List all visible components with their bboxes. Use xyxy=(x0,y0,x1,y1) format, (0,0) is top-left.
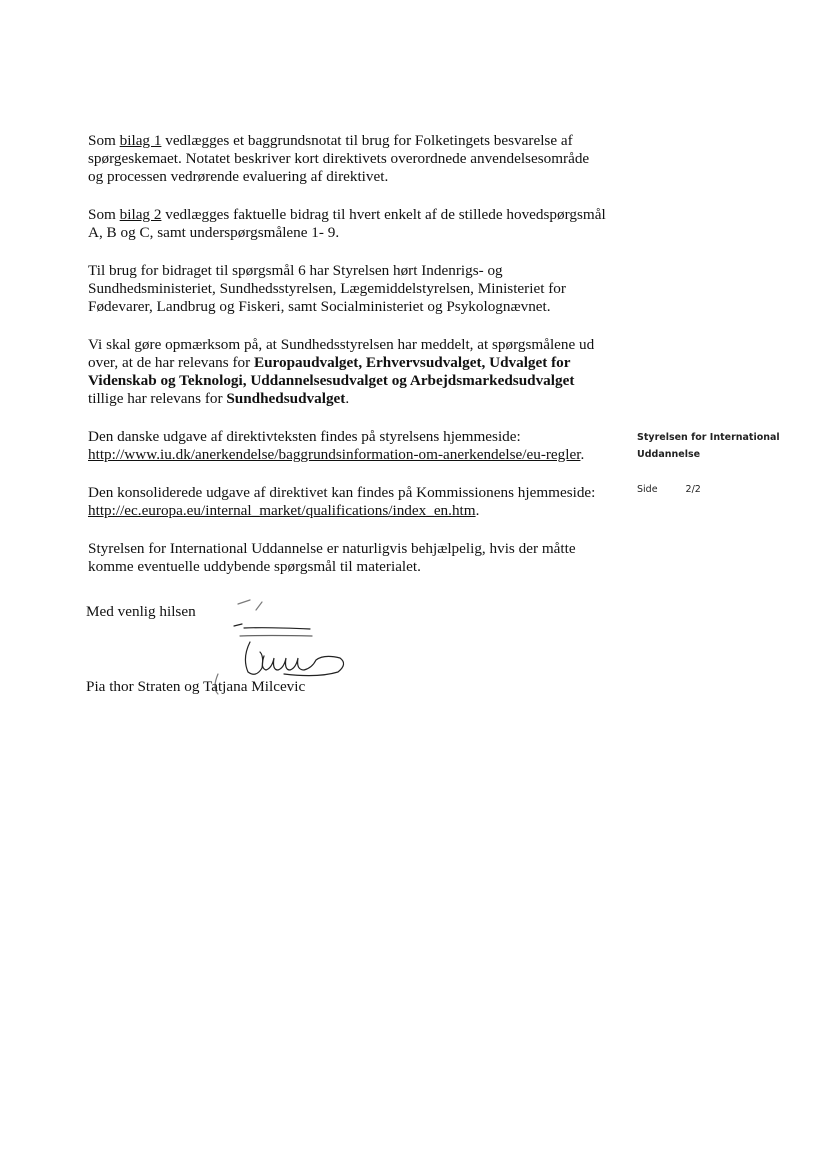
text: . xyxy=(345,390,350,407)
text: Vi skal gøre opmærksom på, at Sundhedsstyrelsen har meddelt, at spørgsmålene ud over, at de har relevans for xyxy=(88,336,595,371)
paragraph-attachment-1 xyxy=(88,132,608,186)
iu-website-link[interactable]: http://www.iu.dk/anerkendelse/baggrundsinformation-om-anerkendelse/eu-regler xyxy=(88,446,581,463)
signatories: Pia thor Straten og Tatjana Milcevic xyxy=(86,678,306,695)
page-indicator xyxy=(637,484,701,495)
paragraph-attachment-2 xyxy=(88,206,608,242)
sender-organization xyxy=(637,429,807,463)
text: vedlægges et baggrundsnotat til brug for Folketingets besvarelse af spørgeskemaet. Notatet beskriver kort direktivets overordnede anvendelsesområde og processen vedrørende evaluering af direktivet. xyxy=(88,132,590,185)
paragraph-consolidated-version xyxy=(88,484,608,520)
text: Som xyxy=(88,132,120,149)
letter-body xyxy=(88,132,608,596)
org-name-line-2: Uddannelse xyxy=(637,449,701,460)
page-number: 2/2 xyxy=(685,484,701,495)
attachment-2-link[interactable]: bilag 2 xyxy=(119,206,162,223)
committees-list: Europaudvalget, Erhvervsudvalget, Udvalget for Videnskab og Teknologi, Uddannelsesudvalget og Arbejdsmarkedsudvalget xyxy=(88,354,575,389)
text: . xyxy=(580,446,585,463)
page-label: Side xyxy=(637,484,658,495)
text: Som xyxy=(88,206,120,223)
text: Den konsoliderede udgave af direktivet kan findes på Kommissionens hjemmeside: xyxy=(88,484,596,501)
commission-website-link[interactable]: http://ec.europa.eu/internal_market/qualifications/index_en.htm xyxy=(88,502,476,519)
closing-greeting: Med venlig hilsen xyxy=(86,603,196,620)
text: . xyxy=(475,502,480,519)
paragraph-relevance xyxy=(88,336,608,408)
text: Den danske udgave af direktivteksten findes på styrelsens hjemmeside: xyxy=(88,428,521,445)
text: vedlægges faktuelle bidrag til hvert enkelt af de stillede hovedspørgsmål A, B og C, samt underspørgsmålene 1- 9. xyxy=(88,206,606,241)
org-name-line-1: Styrelsen for International xyxy=(637,432,780,443)
paragraph-help-offer: Styrelsen for International Uddannelse er naturligvis behjælpelig, hvis der måtte komme eventuelle uddybende spørgsmål til materialet. xyxy=(88,540,576,575)
text: tillige har relevans for xyxy=(88,390,227,407)
attachment-1-link[interactable]: bilag 1 xyxy=(119,132,162,149)
paragraph-danish-version xyxy=(88,428,608,464)
paragraph-consultation: Til brug for bidraget til spørgsmål 6 har Styrelsen hørt Indenrigs- og Sundhedsministeriet, Sundhedsstyrelsen, Lægemiddelstyrelsen, Ministeriet for Fødevarer, Landbrug og Fiskeri, samt Socialministeriet og Psykolognævnet. xyxy=(88,262,566,315)
health-committee: Sundhedsudvalget xyxy=(226,390,346,407)
